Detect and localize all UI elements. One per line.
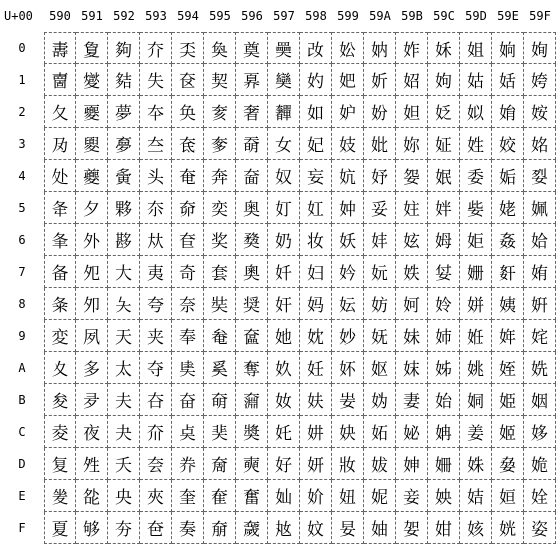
column-header: 59F	[529, 9, 551, 23]
char-cell: 妒	[332, 96, 364, 128]
char-cell: 姎	[428, 480, 460, 512]
char-cell: 姁	[428, 64, 460, 96]
char-cell: 姱	[524, 64, 556, 96]
char-cell: 奚	[204, 352, 236, 384]
char-cell: 夘	[76, 288, 108, 320]
char-cell: 夙	[76, 320, 108, 352]
corner-label: U+00	[4, 9, 33, 23]
char-cell: 委	[460, 160, 492, 192]
char-cell: 夥	[108, 192, 140, 224]
char-cell: 妕	[332, 192, 364, 224]
char-cell: 夹	[140, 320, 172, 352]
char-cell: 奂	[172, 96, 204, 128]
row-header: 2	[18, 105, 26, 119]
char-cell: 奈	[172, 288, 204, 320]
char-cell: 奉	[172, 320, 204, 352]
char-cell: 姾	[524, 480, 556, 512]
char-cell: 太	[108, 352, 140, 384]
char-cell: 姗	[460, 256, 492, 288]
char-cell: 妚	[332, 352, 364, 384]
char-cell: 妊	[300, 352, 332, 384]
char-cell: 妦	[364, 224, 396, 256]
char-cell: 套	[204, 256, 236, 288]
char-cell: 奩	[236, 320, 268, 352]
char-cell: 姭	[492, 448, 524, 480]
char-cell: 奬	[236, 416, 268, 448]
char-cell: 奵	[268, 192, 300, 224]
char-cell: 奜	[204, 416, 236, 448]
char-cell: 奓	[204, 128, 236, 160]
char-cell: 妡	[364, 64, 396, 96]
char-cell: 奆	[172, 224, 204, 256]
char-cell: 夢	[108, 96, 140, 128]
char-cell: 姷	[524, 256, 556, 288]
char-cell: 姴	[524, 160, 556, 192]
char-cell: 妃	[300, 128, 332, 160]
char-cell: 女	[268, 128, 300, 160]
char-cell: 姸	[524, 288, 556, 320]
char-cell: 妉	[300, 320, 332, 352]
char-cell: 夁	[44, 64, 76, 96]
char-cell: 妤	[364, 160, 396, 192]
char-cell: 姓	[460, 128, 492, 160]
char-cell: 大	[108, 256, 140, 288]
char-cell: 夞	[76, 480, 108, 512]
char-cell: 妋	[300, 384, 332, 416]
char-cell: 夒	[76, 96, 108, 128]
row-header: C	[18, 425, 26, 439]
char-cell: 妛	[332, 384, 364, 416]
char-cell: 妇	[300, 256, 332, 288]
char-cell: 奙	[204, 320, 236, 352]
char-cell: 妸	[396, 288, 428, 320]
char-cell: 妏	[300, 512, 332, 544]
char-cell: 姡	[492, 64, 524, 96]
char-cell: 妭	[364, 448, 396, 480]
char-cell: 她	[268, 320, 300, 352]
char-cell: 妹	[396, 320, 428, 352]
char-cell: 奏	[172, 512, 204, 544]
char-cell: 奋	[172, 384, 204, 416]
char-cell: 夠	[108, 32, 140, 64]
char-cell: 姒	[460, 96, 492, 128]
char-cell: 妵	[396, 192, 428, 224]
char-cell: 夯	[108, 512, 140, 544]
char-cell: 奕	[204, 192, 236, 224]
char-cell: 如	[300, 96, 332, 128]
char-cell: 妫	[364, 384, 396, 416]
char-cell: 央	[108, 480, 140, 512]
char-cell: 姶	[524, 224, 556, 256]
char-cell: 奭	[236, 448, 268, 480]
char-cell: 奷	[268, 256, 300, 288]
char-cell: 奼	[268, 416, 300, 448]
char-cell: 姛	[460, 384, 492, 416]
char-cell: 夲	[140, 96, 172, 128]
char-cell: 奐	[204, 32, 236, 64]
char-cell: 夽	[140, 448, 172, 480]
char-cell: 姂	[428, 96, 460, 128]
char-cell: 夂	[44, 96, 76, 128]
char-cell: 奍	[172, 448, 204, 480]
char-cell: 夌	[44, 416, 76, 448]
char-cell: 妘	[332, 288, 364, 320]
column-header: 591	[81, 9, 103, 23]
char-cell: 奨	[236, 288, 268, 320]
char-cell: 妍	[300, 448, 332, 480]
char-cell: 姞	[460, 480, 492, 512]
char-cell: 奾	[268, 480, 300, 512]
char-cell: 姊	[428, 352, 460, 384]
char-cell: 夣	[108, 128, 140, 160]
char-cell: 奁	[172, 64, 204, 96]
char-cell: 妶	[396, 224, 428, 256]
char-cell: 夑	[76, 64, 108, 96]
row-header: A	[18, 361, 26, 375]
char-cell: 天	[108, 320, 140, 352]
char-cell: 妆	[300, 224, 332, 256]
char-cell: 夳	[140, 128, 172, 160]
column-header: 59B	[401, 9, 423, 23]
char-cell: 夜	[76, 416, 108, 448]
char-cell: 奯	[236, 512, 268, 544]
char-cell: 妯	[364, 512, 396, 544]
char-cell: 夼	[140, 416, 172, 448]
char-cell: 妙	[332, 320, 364, 352]
row-header: 9	[18, 329, 26, 343]
char-cell: 奱	[268, 64, 300, 96]
char-cell: 姩	[492, 320, 524, 352]
char-cell: 夈	[44, 288, 76, 320]
char-cell: 奢	[236, 96, 268, 128]
column-header: 598	[305, 9, 327, 23]
char-cell: 妢	[364, 96, 396, 128]
char-cell: 姼	[524, 416, 556, 448]
char-cell: 妑	[332, 64, 364, 96]
char-cell: 妿	[396, 512, 428, 544]
char-cell: 奌	[172, 416, 204, 448]
char-cell: 妲	[396, 96, 428, 128]
char-cell: 夵	[140, 192, 172, 224]
char-cell: 奪	[236, 352, 268, 384]
char-cell: 妨	[364, 288, 396, 320]
char-cell: 备	[44, 256, 76, 288]
column-header: 59A	[369, 9, 391, 23]
char-cell: 奇	[172, 256, 204, 288]
char-cell: 夀	[44, 32, 76, 64]
char-cell: 妝	[332, 448, 364, 480]
char-cell: 多	[76, 352, 108, 384]
char-cell: 姝	[460, 448, 492, 480]
char-cell: 夎	[44, 480, 76, 512]
char-cell: 奀	[172, 32, 204, 64]
char-cell: 夿	[140, 512, 172, 544]
char-cell: 奸	[268, 288, 300, 320]
column-header: 599	[337, 9, 359, 23]
char-cell: 姙	[460, 320, 492, 352]
char-cell: 変	[44, 320, 76, 352]
char-cell: 奝	[204, 448, 236, 480]
char-cell: 夐	[76, 32, 108, 64]
char-cell: 妗	[332, 256, 364, 288]
char-cell: 奮	[236, 480, 268, 512]
char-cell: 姍	[428, 448, 460, 480]
char-cell: 奊	[172, 352, 204, 384]
char-cell: 妧	[364, 256, 396, 288]
column-header: 595	[209, 9, 231, 23]
char-cell: 夆	[44, 224, 76, 256]
char-cell: 妄	[300, 160, 332, 192]
char-cell: 夛	[76, 384, 108, 416]
char-cell: 夶	[140, 224, 172, 256]
row-header: B	[18, 393, 26, 407]
row-header: 6	[18, 233, 26, 247]
char-cell: 姉	[428, 320, 460, 352]
char-cell: 夅	[44, 192, 76, 224]
char-cell: 妻	[396, 384, 428, 416]
char-cell: 始	[428, 384, 460, 416]
row-header: D	[18, 457, 26, 471]
char-cell: 姏	[428, 512, 460, 544]
char-cell: 妠	[364, 32, 396, 64]
char-cell: 姆	[428, 224, 460, 256]
char-cell: 夻	[140, 384, 172, 416]
char-cell: 奤	[236, 160, 268, 192]
column-header: 592	[113, 9, 135, 23]
char-cell: 奄	[172, 160, 204, 192]
char-cell: 妖	[332, 224, 364, 256]
char-cell: 姺	[524, 352, 556, 384]
char-cell: 姇	[428, 256, 460, 288]
char-cell: 姣	[492, 128, 524, 160]
char-cell: 姰	[524, 32, 556, 64]
column-header: 59C	[433, 9, 455, 23]
row-header: 1	[18, 73, 26, 87]
column-header: 59E	[497, 9, 519, 23]
char-cell: 外	[76, 224, 108, 256]
char-cell: 妽	[396, 448, 428, 480]
char-cell: 妮	[364, 480, 396, 512]
char-cell: 奎	[172, 480, 204, 512]
char-cell: 姧	[492, 256, 524, 288]
row-header: 0	[18, 41, 26, 55]
char-cell: 夓	[76, 128, 108, 160]
char-cell: 姬	[492, 416, 524, 448]
char-cell: 夕	[76, 192, 108, 224]
char-cell: 姚	[460, 352, 492, 384]
char-cell: 妥	[364, 192, 396, 224]
char-cell: 奲	[268, 96, 300, 128]
char-cell: 妀	[300, 32, 332, 64]
char-cell: 妼	[396, 416, 428, 448]
char-cell: 夸	[140, 288, 172, 320]
char-cell: 姻	[524, 384, 556, 416]
char-cell: 姥	[492, 192, 524, 224]
char-cell: 妷	[396, 256, 428, 288]
char-cell: 奰	[268, 32, 300, 64]
char-cell: 妪	[364, 352, 396, 384]
char-cell: 奞	[204, 480, 236, 512]
char-cell: 姳	[524, 128, 556, 160]
char-cell: 姑	[460, 64, 492, 96]
char-cell: 奶	[268, 224, 300, 256]
char-cell: 姢	[492, 96, 524, 128]
char-cell: 奿	[268, 512, 300, 544]
char-cell: 夺	[140, 352, 172, 384]
char-cell: 夃	[44, 128, 76, 160]
char-cell: 姿	[524, 512, 556, 544]
char-cell: 够	[76, 512, 108, 544]
char-cell: 妎	[300, 480, 332, 512]
char-cell: 妴	[396, 160, 428, 192]
char-cell: 姵	[524, 192, 556, 224]
char-cell: 姯	[492, 512, 524, 544]
column-header: 596	[241, 9, 263, 23]
char-cell: 妺	[396, 352, 428, 384]
char-cell: 头	[140, 160, 172, 192]
char-cell: 姅	[428, 192, 460, 224]
char-cell: 姦	[492, 224, 524, 256]
char-cell: 奟	[204, 512, 236, 544]
char-cell: 姈	[428, 288, 460, 320]
char-cell: 奺	[268, 352, 300, 384]
row-header: E	[18, 489, 26, 503]
char-cell: 姟	[460, 512, 492, 544]
char-cell: 妈	[300, 288, 332, 320]
char-cell: 姃	[428, 128, 460, 160]
char-cell: 夷	[140, 256, 172, 288]
char-cell: 夾	[140, 480, 172, 512]
char-cell: 姐	[460, 32, 492, 64]
char-cell: 姖	[460, 224, 492, 256]
char-cell: 妌	[300, 416, 332, 448]
char-cell: 夏	[44, 512, 76, 544]
char-cell: 姤	[492, 160, 524, 192]
char-cell: 夭	[108, 448, 140, 480]
char-cell: 姫	[492, 384, 524, 416]
char-cell: 姲	[524, 96, 556, 128]
char-cell: 奧	[236, 256, 268, 288]
row-header: 8	[18, 297, 26, 311]
char-cell: 妜	[332, 416, 364, 448]
char-cell: 夊	[44, 352, 76, 384]
char-cell: 奠	[236, 32, 268, 64]
char-cell: 夤	[108, 160, 140, 192]
char-cell: 妞	[332, 480, 364, 512]
char-cell: 夰	[140, 32, 172, 64]
char-cell: 妓	[332, 128, 364, 160]
char-cell: 奦	[236, 224, 268, 256]
char-cell: 奫	[236, 384, 268, 416]
char-cell: 奖	[204, 224, 236, 256]
column-header: 594	[177, 9, 199, 23]
char-cell: 奡	[236, 64, 268, 96]
char-cell: 姀	[428, 32, 460, 64]
char-cell: 奥	[236, 192, 268, 224]
char-cell: 姠	[492, 32, 524, 64]
char-cell: 姨	[492, 288, 524, 320]
char-cell: 处	[44, 160, 76, 192]
char-cell: 奛	[204, 384, 236, 416]
char-cell: 姽	[524, 448, 556, 480]
char-cell: 复	[44, 448, 76, 480]
char-cell: 夫	[108, 384, 140, 416]
char-cell: 妳	[396, 128, 428, 160]
char-cell: 夬	[108, 416, 140, 448]
char-cell: 妅	[300, 192, 332, 224]
char-cell: 奣	[236, 128, 268, 160]
char-cell: 奔	[204, 160, 236, 192]
char-cell: 奅	[172, 192, 204, 224]
char-cell: 妣	[364, 128, 396, 160]
column-header: 593	[145, 9, 167, 23]
char-cell: 妔	[332, 160, 364, 192]
char-cell: 夋	[44, 384, 76, 416]
column-header: 590	[49, 9, 71, 23]
char-cell: 妬	[364, 416, 396, 448]
char-cell: 失	[140, 64, 172, 96]
char-cell: 夝	[76, 448, 108, 480]
row-header: 5	[18, 201, 26, 215]
column-header: 597	[273, 9, 295, 23]
char-cell: 夡	[108, 64, 140, 96]
char-cell: 姜	[460, 416, 492, 448]
char-cell: 夨	[108, 288, 140, 320]
char-cell: 姌	[428, 416, 460, 448]
char-cell: 夗	[76, 256, 108, 288]
row-header: 7	[18, 265, 26, 279]
char-cell: 妩	[364, 320, 396, 352]
char-cell: 奒	[204, 96, 236, 128]
char-cell: 妟	[332, 512, 364, 544]
char-cell: 妾	[396, 480, 428, 512]
char-cell: 妰	[396, 32, 428, 64]
char-cell: 奘	[204, 288, 236, 320]
char-cell: 姄	[428, 160, 460, 192]
char-cell: 妁	[300, 64, 332, 96]
char-cell: 妐	[332, 32, 364, 64]
char-cell: 姹	[524, 320, 556, 352]
char-cell: 妱	[396, 64, 428, 96]
char-cell: 夔	[76, 160, 108, 192]
char-cell: 夦	[108, 224, 140, 256]
char-cell: 奻	[268, 384, 300, 416]
char-cell: 契	[204, 64, 236, 96]
char-cell: 姕	[460, 192, 492, 224]
char-cell: 姪	[492, 352, 524, 384]
row-header: F	[18, 521, 26, 535]
char-cell: 姘	[460, 288, 492, 320]
row-header: 3	[18, 137, 26, 151]
char-cell: 好	[268, 448, 300, 480]
char-cell: 奴	[268, 160, 300, 192]
char-cell: 奃	[172, 128, 204, 160]
row-header: 4	[18, 169, 26, 183]
column-header: 59D	[465, 9, 487, 23]
char-cell: 姮	[492, 480, 524, 512]
